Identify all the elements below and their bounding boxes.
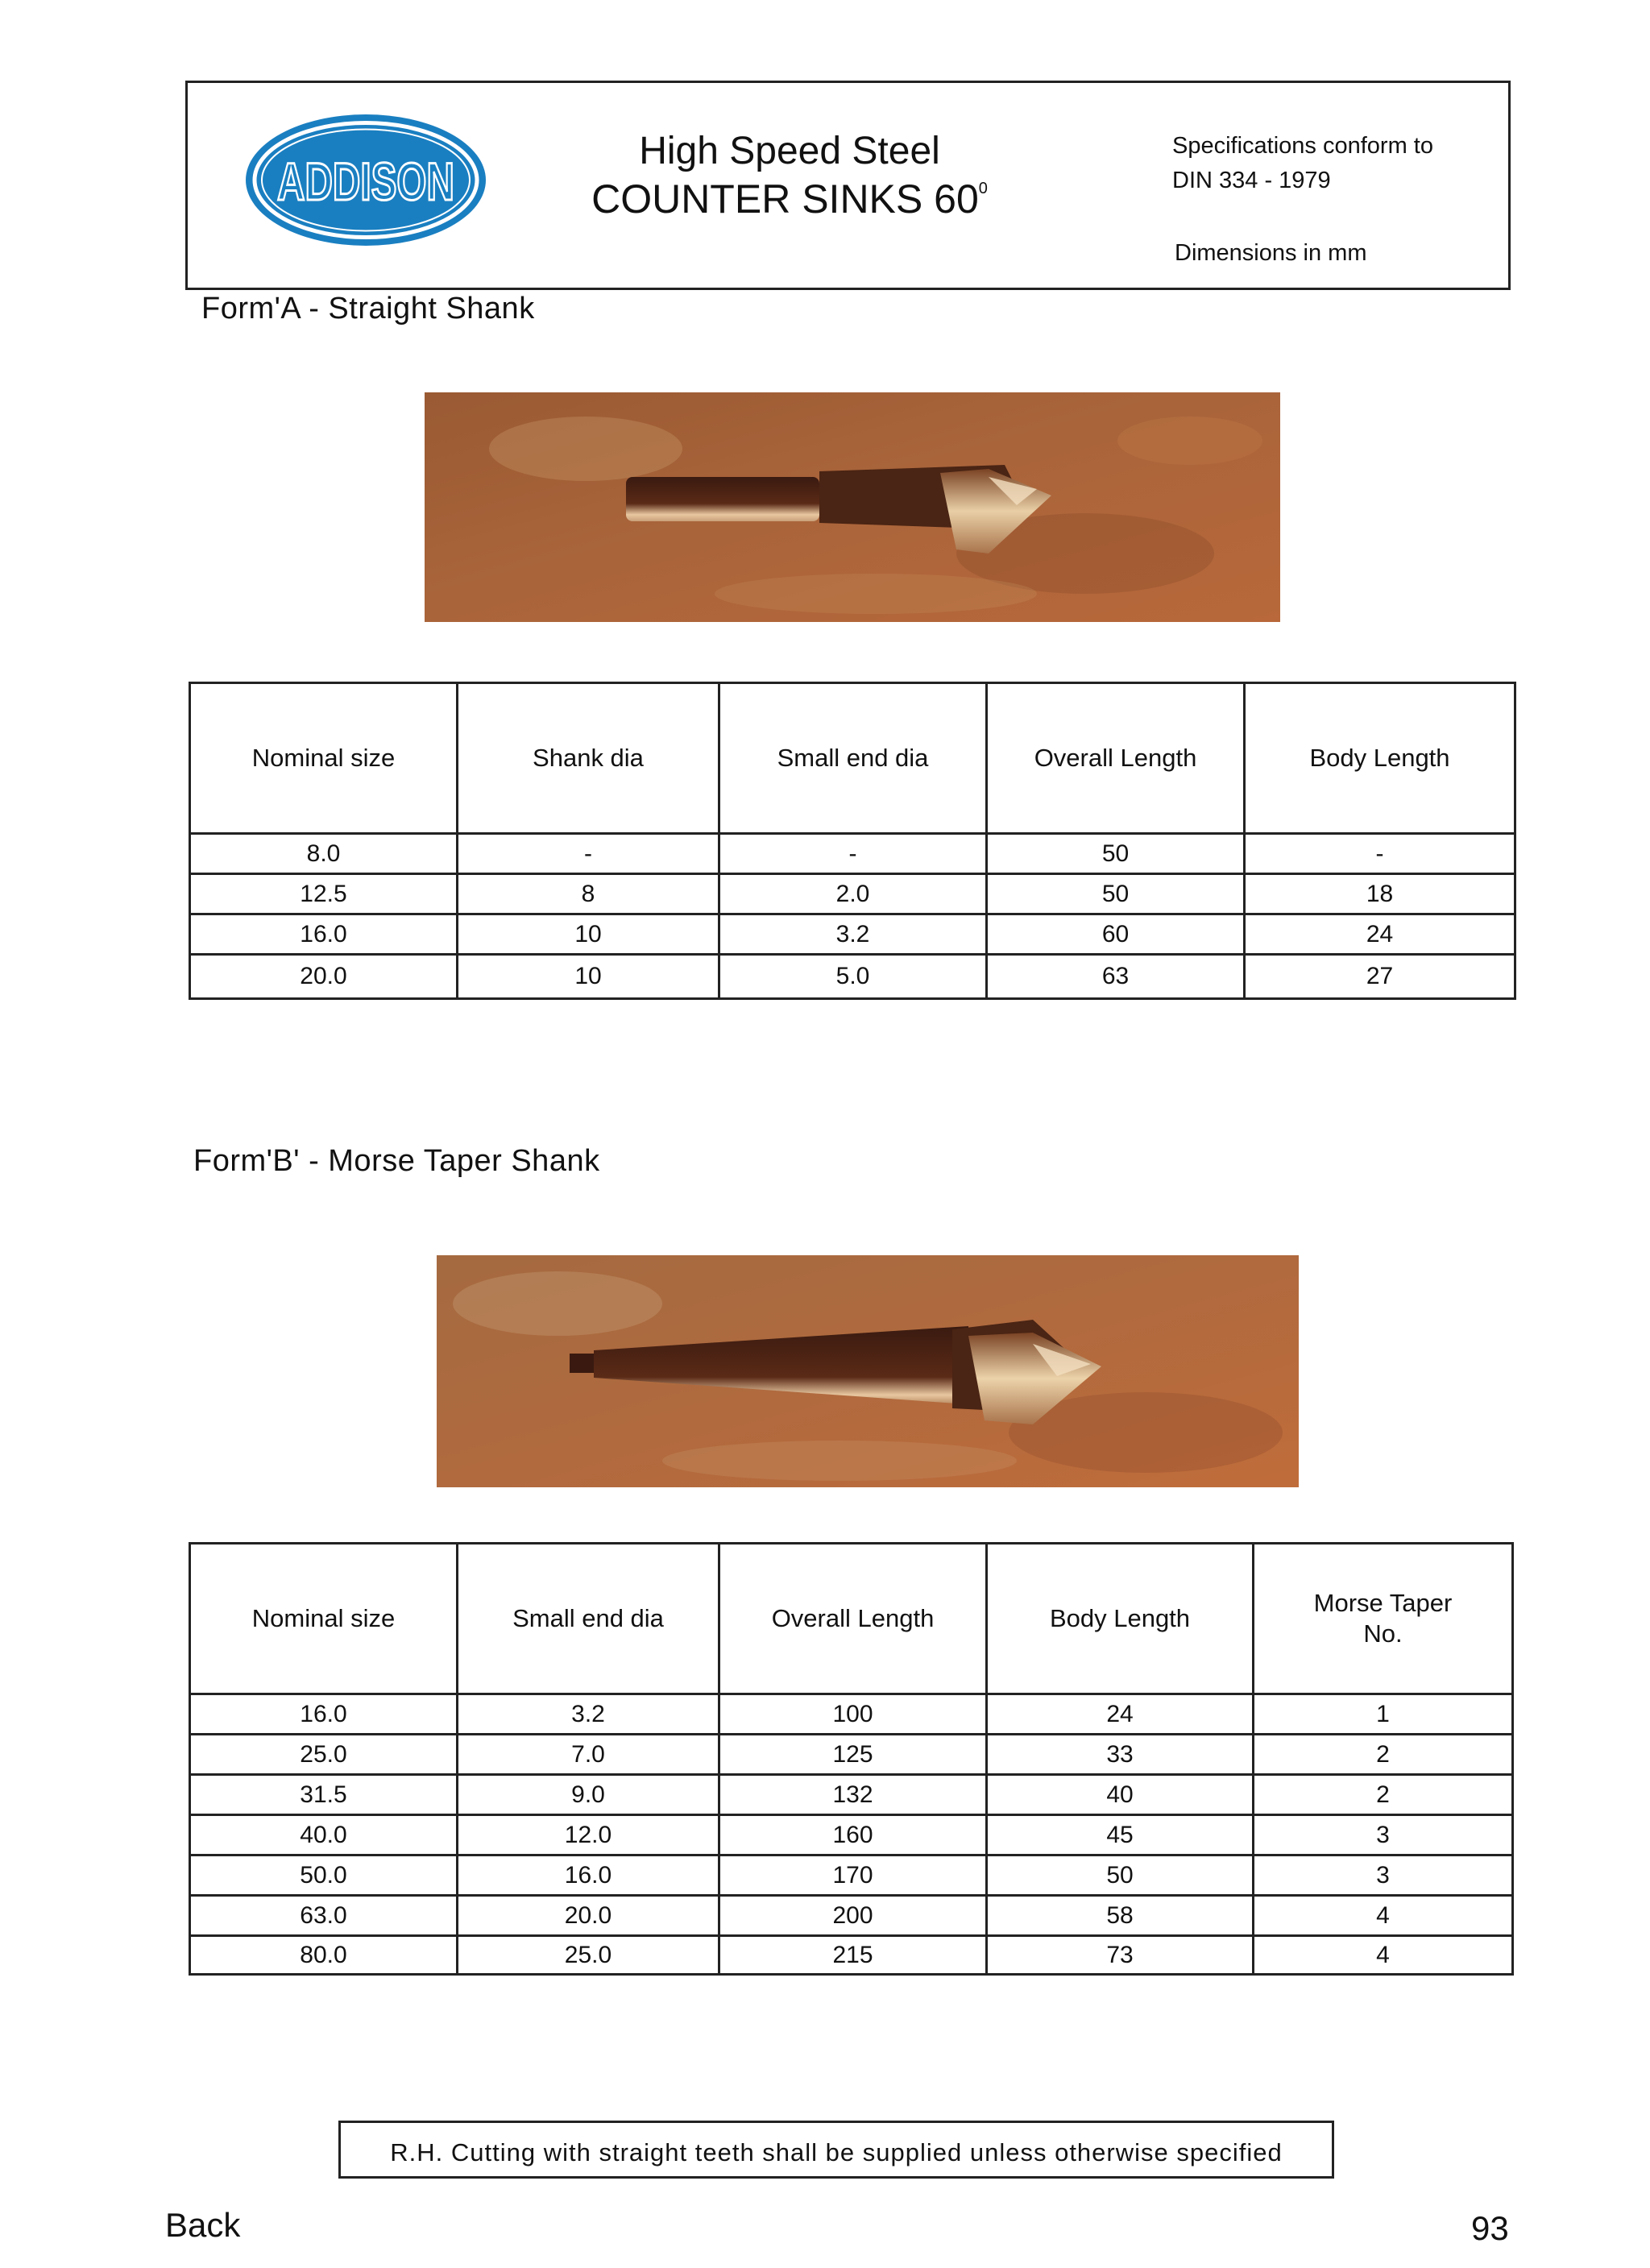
header-cell: Morse Taper No. [1254, 1544, 1513, 1694]
table-cell: 58 [987, 1896, 1254, 1936]
table-cell: 73 [987, 1936, 1254, 1975]
form-b-title: Form'B' - Morse Taper Shank [193, 1144, 600, 1178]
table-cell: 24 [987, 1694, 1254, 1735]
table-row [190, 1896, 1513, 1936]
table-cell: 170 [719, 1855, 987, 1896]
table-cell: 1 [1254, 1694, 1513, 1735]
table-cell: 45 [987, 1815, 1254, 1855]
table-cell: 125 [719, 1735, 987, 1775]
table-cell: 40 [987, 1775, 1254, 1815]
table-cell: 18 [1245, 874, 1515, 914]
table-row [190, 955, 1515, 999]
table-cell: 16.0 [190, 914, 458, 955]
header-cell: Shank dia [458, 683, 719, 834]
table-cell: 10 [458, 955, 719, 999]
table-row [190, 1694, 1513, 1735]
table-cell: 8 [458, 874, 719, 914]
back-link[interactable]: Back [165, 2206, 241, 2244]
table-cell: 5.0 [719, 955, 987, 999]
table-row [190, 1815, 1513, 1855]
table-cell: - [719, 834, 987, 874]
table-cell: - [1245, 834, 1515, 874]
morse-taper-shank-photo [437, 1255, 1299, 1487]
header-cell: Overall Length [719, 1544, 987, 1694]
addison-logo [244, 113, 487, 247]
table-cell: 2 [1254, 1775, 1513, 1815]
table-cell: 2 [1254, 1735, 1513, 1775]
header-cell: Nominal size [190, 1544, 458, 1694]
title-line-2 [548, 176, 1031, 222]
table-cell: 80.0 [190, 1936, 458, 1975]
cutting-note: R.H. Cutting with straight teeth shall be supplied unless otherwise specified [390, 2138, 1283, 2166]
table-cell: 10 [458, 914, 719, 955]
table-cell: 25.0 [190, 1735, 458, 1775]
table-cell: 160 [719, 1815, 987, 1855]
table-cell: 3 [1254, 1855, 1513, 1896]
table-row [190, 874, 1515, 914]
dimensions-note: Dimensions in mm [1175, 240, 1367, 266]
table-row [190, 1735, 1513, 1775]
table-cell: 132 [719, 1775, 987, 1815]
table-cell: 63.0 [190, 1896, 458, 1936]
table-cell: - [458, 834, 719, 874]
table-row [190, 1775, 1513, 1815]
title-main: COUNTER SINKS 60 [591, 176, 979, 222]
table-cell: 50 [987, 834, 1245, 874]
table-cell: 200 [719, 1896, 987, 1936]
spec-line-1: Specifications conform to [1172, 133, 1433, 159]
table-row [190, 914, 1515, 955]
table-cell: 100 [719, 1694, 987, 1735]
table-header-row [190, 1544, 1513, 1694]
straight-shank-photo [425, 392, 1280, 622]
header-cell: Body Length [1245, 683, 1515, 834]
page-number: 93 [1471, 2209, 1509, 2247]
table-cell: 25.0 [458, 1936, 719, 1975]
table-cell: 50 [987, 1855, 1254, 1896]
table-cell: 215 [719, 1936, 987, 1975]
table-cell: 12.5 [190, 874, 458, 914]
table-cell: 16.0 [190, 1694, 458, 1735]
header-cell: Small end dia [719, 683, 987, 834]
table-cell: 16.0 [458, 1855, 719, 1896]
form-b-table [189, 1542, 1514, 1976]
table-cell: 24 [1245, 914, 1515, 955]
spec-line-2: DIN 334 - 1979 [1172, 168, 1331, 193]
table-cell: 50 [987, 874, 1245, 914]
table-row [190, 834, 1515, 874]
form-a-title: Form'A - Straight Shank [201, 292, 535, 325]
table-cell: 60 [987, 914, 1245, 955]
table-cell: 4 [1254, 1936, 1513, 1975]
table-cell: 31.5 [190, 1775, 458, 1815]
form-a-table [189, 682, 1516, 1000]
degree-superscript: 0 [978, 180, 988, 198]
table-cell: 20.0 [458, 1896, 719, 1936]
title-line-1: High Speed Steel [639, 130, 940, 172]
table-cell: 12.0 [458, 1815, 719, 1855]
table-cell: 40.0 [190, 1815, 458, 1855]
table-cell: 27 [1245, 955, 1515, 999]
header-cell: Body Length [987, 1544, 1254, 1694]
table-cell: 20.0 [190, 955, 458, 999]
table-cell: 2.0 [719, 874, 987, 914]
header-cell: Nominal size [190, 683, 458, 834]
table-row [190, 1855, 1513, 1896]
table-cell: 9.0 [458, 1775, 719, 1815]
table-cell: 4 [1254, 1896, 1513, 1936]
table-header-row [190, 683, 1515, 834]
header-cell: Small end dia [458, 1544, 719, 1694]
table-cell: 33 [987, 1735, 1254, 1775]
table-row [190, 1936, 1513, 1975]
table-cell: 50.0 [190, 1855, 458, 1896]
table-cell: 7.0 [458, 1735, 719, 1775]
table-cell: 3.2 [719, 914, 987, 955]
table-cell: 63 [987, 955, 1245, 999]
table-cell: 8.0 [190, 834, 458, 874]
table-cell: 3 [1254, 1815, 1513, 1855]
logo-text: ADDISON [277, 151, 454, 211]
header-cell: Overall Length [987, 683, 1245, 834]
table-cell: 3.2 [458, 1694, 719, 1735]
